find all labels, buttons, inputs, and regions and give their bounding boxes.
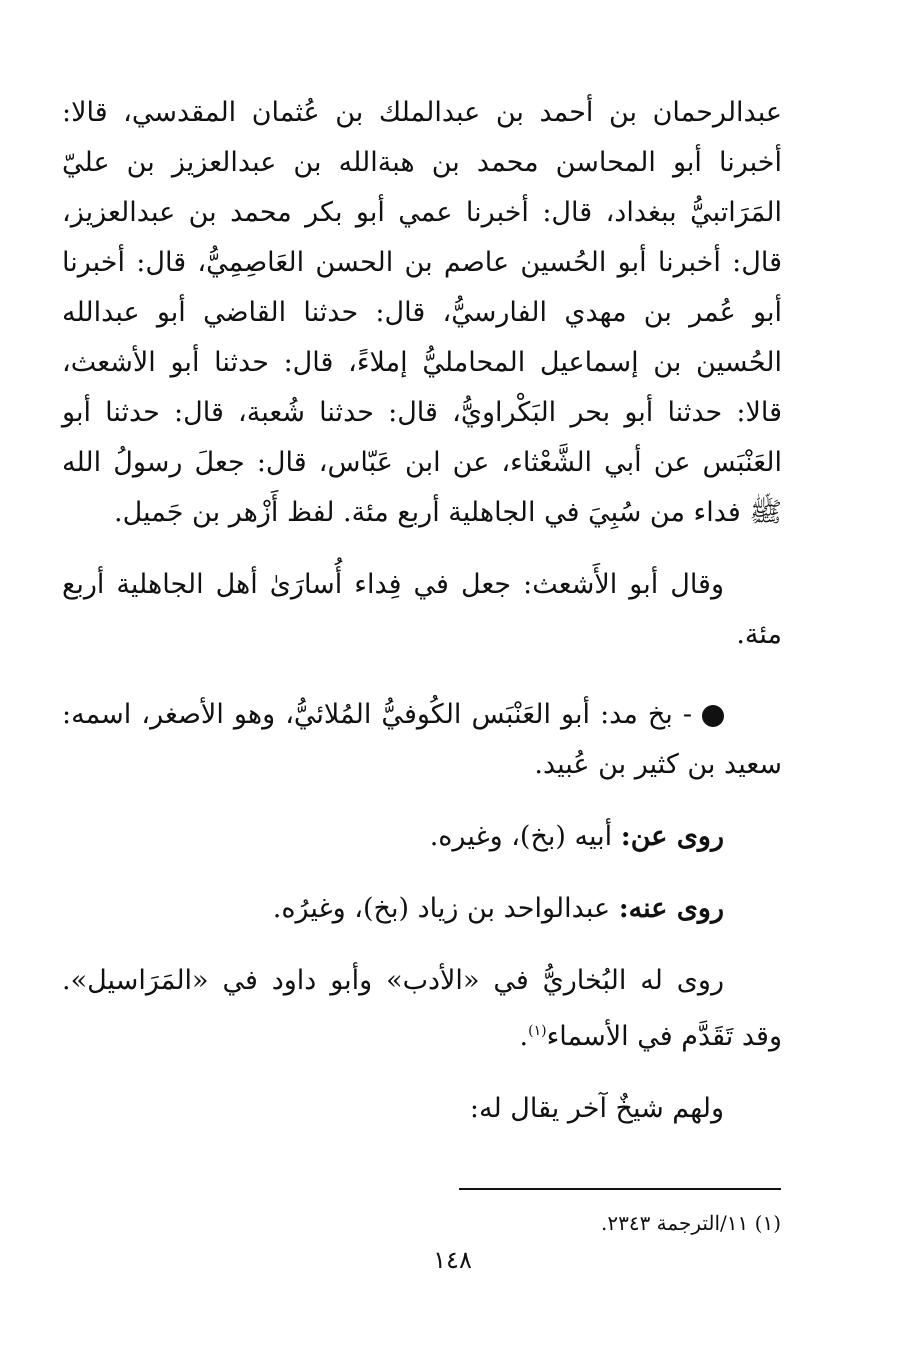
sources-end: . bbox=[519, 1021, 529, 1052]
paragraph-another-shaykh: ولهم شيخٌ آخر يقال له: bbox=[469, 1093, 724, 1124]
sources-text: روى له البُخاريُّ في «الأدب» وأبو داود في «المَرَاسيل». وقد تَقَدَّم في الأسماء bbox=[62, 965, 782, 1052]
footnote-reference[interactable]: (١) bbox=[528, 1023, 547, 1039]
narrated-by-label: روى عنه: bbox=[618, 893, 724, 924]
footnote-marker: (١) bbox=[754, 1211, 781, 1235]
bullet-icon bbox=[702, 705, 724, 727]
paragraph-sources bbox=[62, 956, 782, 1062]
page-number: ١٤٨ bbox=[433, 1246, 472, 1274]
narrated-from-label: روى عن: bbox=[620, 821, 724, 852]
narrated-from-text: أبيه (بخ)، وغيره. bbox=[429, 821, 613, 852]
paragraph-isnad: عبدالرحمان بن أحمد بن عبدالملك بن عُثمان المقدسي، قالا: أخبرنا أبو المحاسن محمد بن هبةالله بن عبدالعزيز بن عليّ المَرَاتبيُّ ببغداد، قال: أخبرنا عمي أبو بكر محمد بن عبدالعزيز، قال: أخبرنا أبو الحُسين عاصم بن الحسن العَاصِمِيُّ، قال: أخبرنا أبو عُمر بن مهدي الفارسيُّ، قال: حدثنا القاضي أبو عبدالله الحُسين بن إسماعيل المحامليُّ إملاءً، قال: حدثنا أبو الأشعث، قالا: حدثنا أبو بحر البَكْراويُّ، قال: حدثنا شُعبة، قال: حدثنا أبو العَنْبَس عن أبي الشَّعْثاء، عن ابن عَبّاس، قال: جعلَ رسولُ الله ﷺ فداء من سُبِيَ في الجاهلية أربع مئة. لفظ أَزْهر بن جَميل. bbox=[62, 97, 782, 528]
footnote bbox=[601, 1208, 781, 1238]
entry-heading: - بخ مد: أبو العَنْبَس الكُوفيُّ المُلائيُّ، وهو الأصغر، اسمه: سعيد بن كثير بن عُبيد. bbox=[62, 699, 782, 780]
page-body bbox=[62, 88, 782, 1134]
paragraph-abu-ashath: وقال أبو الأَشعث: جعل في فِداء أُسارَىٰ أهل الجاهلية أربع مئة. bbox=[62, 569, 782, 650]
paragraph-entry bbox=[62, 690, 782, 790]
footnote-text: ١١/الترجمة ٢٣٤٣. bbox=[600, 1211, 749, 1235]
footnote-divider bbox=[459, 1188, 781, 1190]
narrated-by-text: عبدالواحد بن زياد (بخ)، وغيرُه. bbox=[272, 893, 611, 924]
paragraph-narrated-by bbox=[62, 884, 782, 934]
paragraph-narrated-from bbox=[62, 812, 782, 862]
